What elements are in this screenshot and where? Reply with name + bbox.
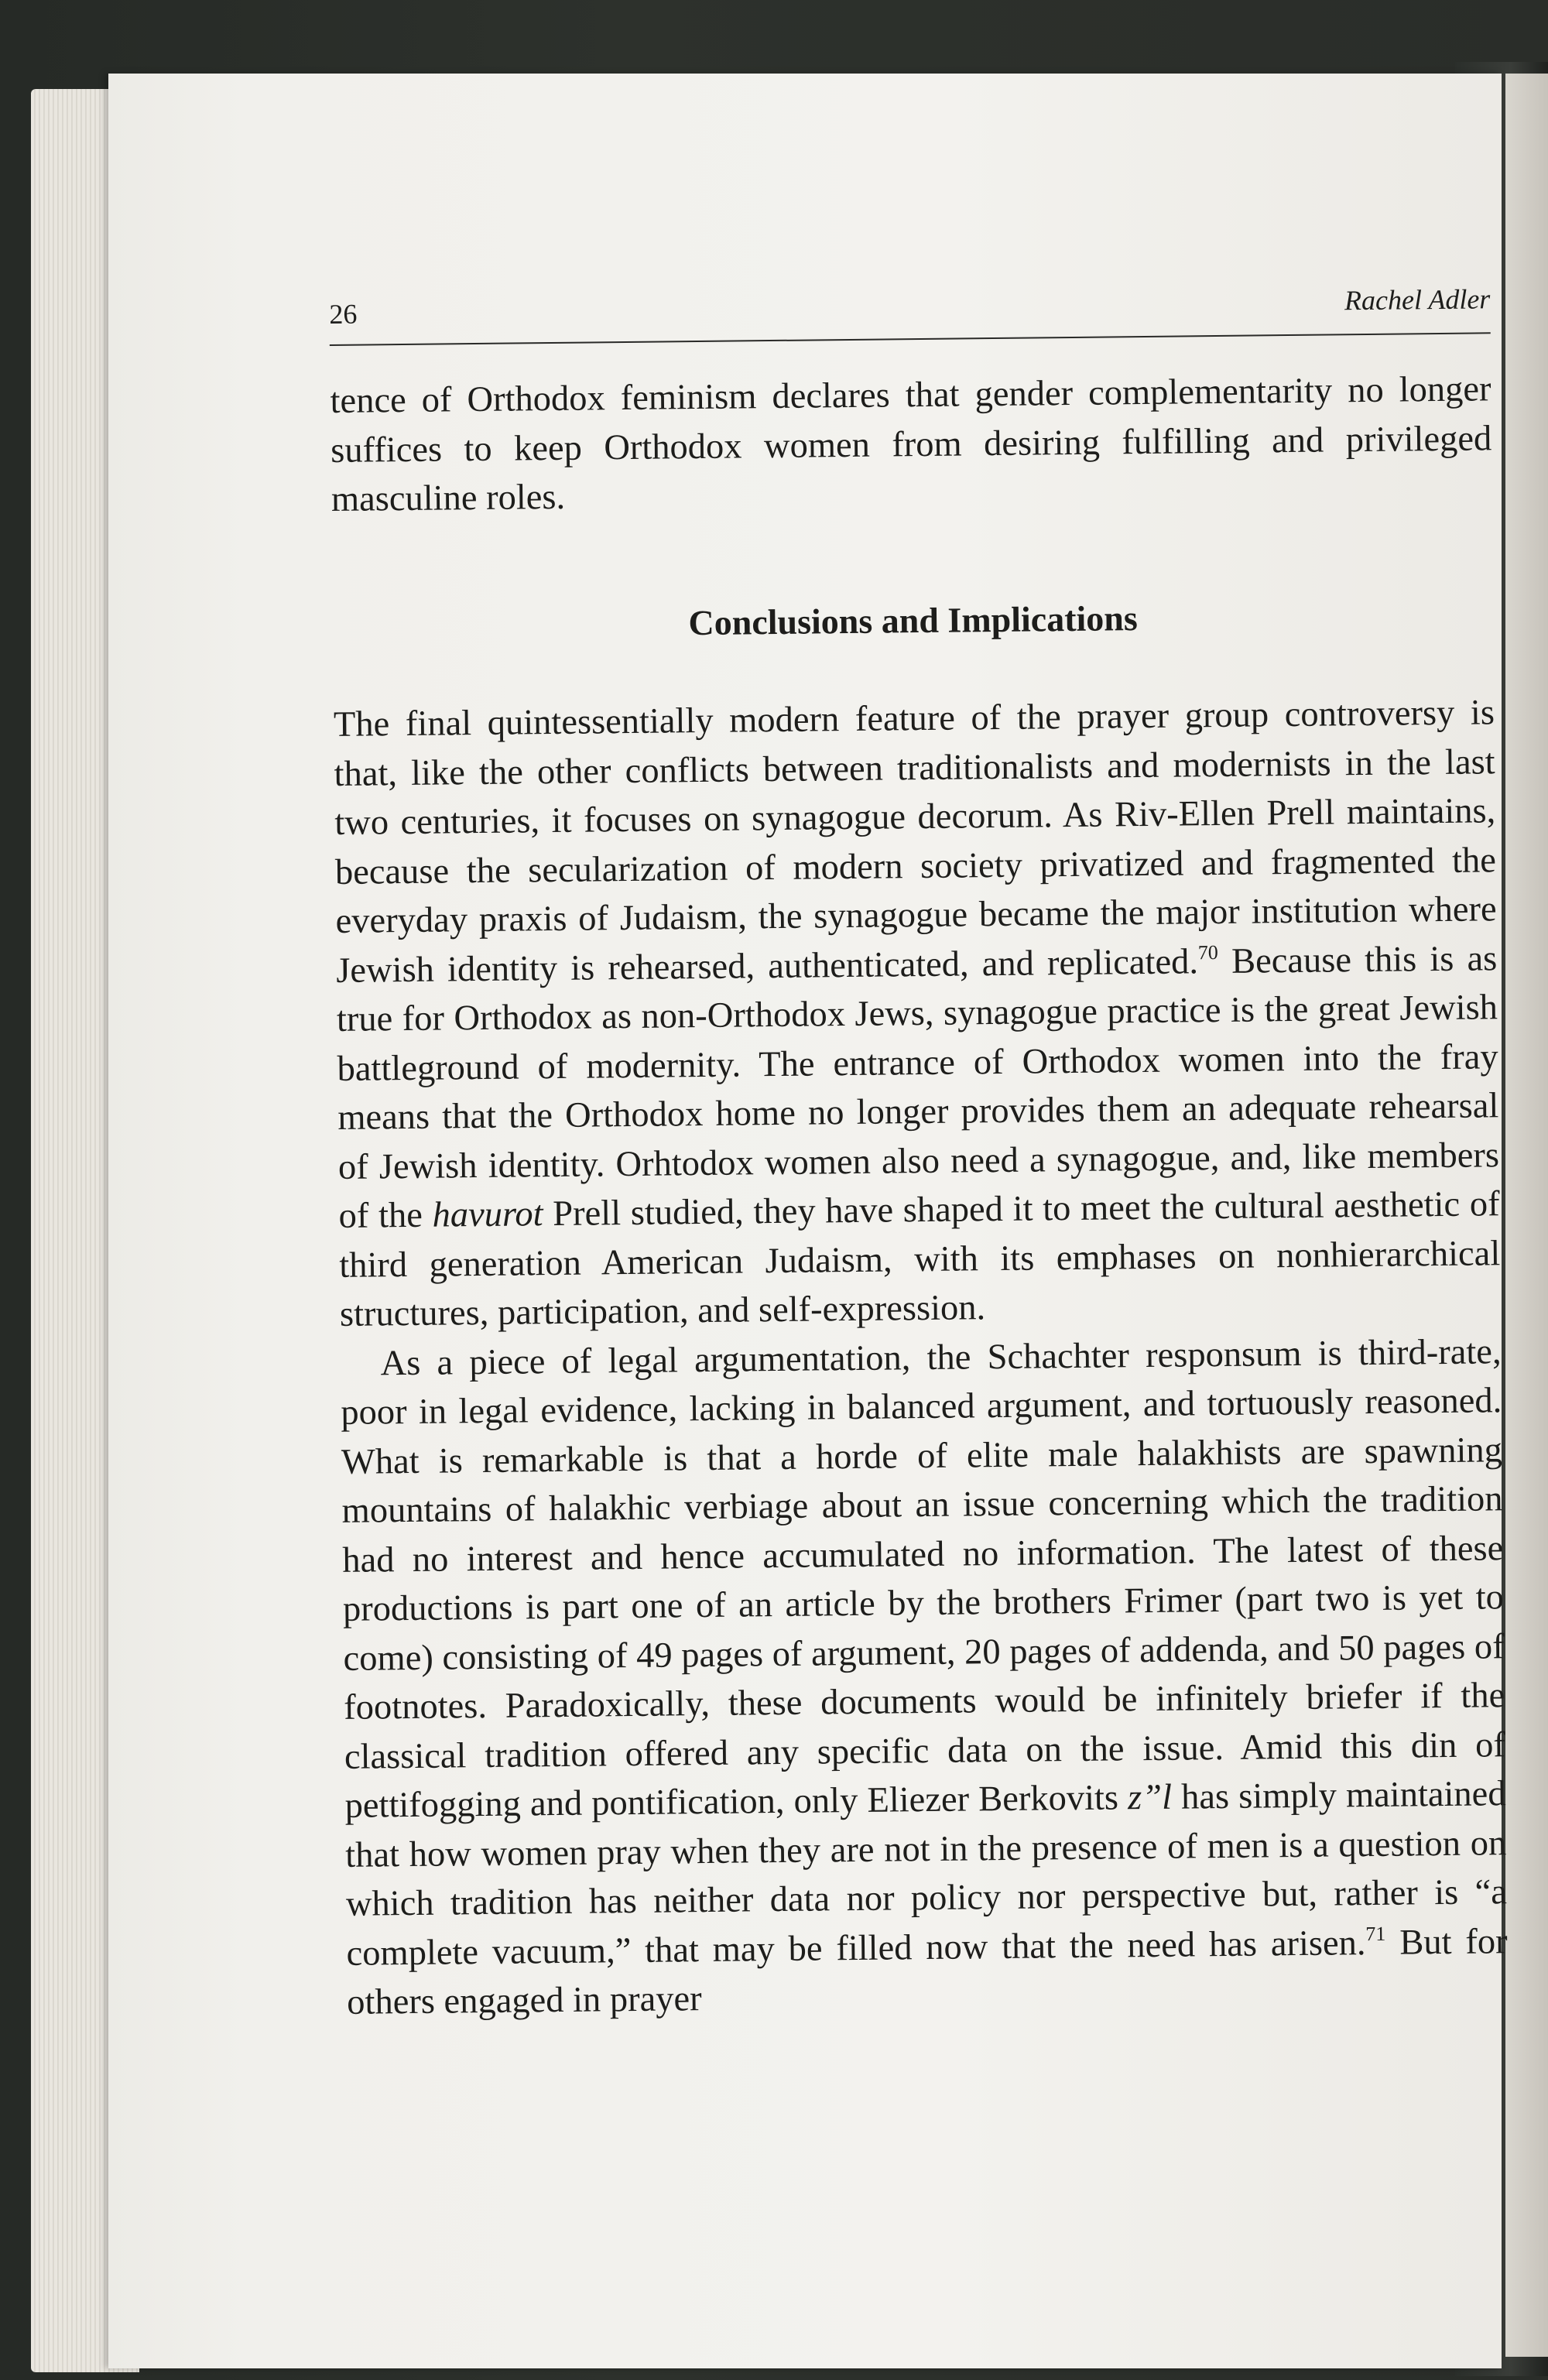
- paragraph-text: But for others engaged in prayer: [347, 1921, 1508, 2022]
- paragraph-text: Prell studied, they have shaped it to meet the cultural aesthetic of third generation American Judaism, with its emphases on nonhierarchical structures, participation, and self-expression.: [339, 1184, 1501, 1334]
- body-text: [330, 365, 1508, 2027]
- italic-term: z”l: [1127, 1777, 1173, 1818]
- book-page: [108, 74, 1508, 2368]
- next-page-edge: [1505, 74, 1548, 2357]
- running-head-author: Rachel Adler: [1344, 283, 1491, 317]
- paragraph-text: Because this is as true for Orthodox as non-Orthodox Jews, synagogue practice is the great Jewish battleground of modernity. The entrance of Orthodox women into the fray means that the Orthodox home no longer provides them an adequate rehearsal of Jewish identity. Orhtodox women also need a synagogue, and, like members of the: [336, 938, 1500, 1236]
- paragraph-continued: tence of Orthodox feminism declares that gender complementarity no longer suffices to keep Orthodox women from desiring fulfilling and privileged masculine roles.: [330, 369, 1492, 519]
- italic-term: havurot: [432, 1194, 543, 1235]
- paragraph-conclusions: [334, 688, 1502, 1339]
- paragraph-text: As a piece of legal argumentation, the Schachter responsum is third-rate, poor in legal evidence, lacking in balanced argument, and tortuously reasoned. What is remarkable is that a horde of elite male halakhists are spawning mountains of halakhic verbiage about an issue concerning which the tradition had no interest and hence accumulated no information. The latest of these productions is part one of an article by the brothers Frimer (part two is yet to come) consisting of 49 pages of argument, 20 pages of addenda, and 50 pages of footnotes. Paradoxically, these documents would be infinitely briefer if the classical tradition offered any specific data on the issue. Amid this din of pettifogging and pontification, only Eliezer Berkovits: [341, 1331, 1506, 1826]
- footnote-ref-71[interactable]: 71: [1365, 1922, 1386, 1945]
- paragraph-text: has simply maintained that how women pray when they are not in the presence of men is a question on which tradition has neither data nor policy nor perspective but, rather is “a complete vacuum,” that may be filled now that the need has arisen.: [345, 1774, 1508, 1974]
- footnote-ref-70[interactable]: 70: [1197, 940, 1218, 964]
- page-header: [329, 270, 1491, 346]
- page-number: 26: [329, 298, 358, 330]
- page-content: [329, 270, 1509, 2027]
- paragraph-legal-argumentation: [340, 1327, 1508, 2028]
- section-heading: Conclusions and Implications: [688, 598, 1139, 642]
- paragraph-text: The final quintessentially modern feature of the prayer group controversy is that, like the other conflicts between traditionalists and modernists in the last two centuries, it focuses on synagogue decorum. As Riv-Ellen Prell maintains, because the secularization of modern society privatized and fragmented the everyday praxis of Judaism, the synagogue became the major institution where Jewish identity is rehearsed, authenticated, and replicated.: [333, 693, 1497, 991]
